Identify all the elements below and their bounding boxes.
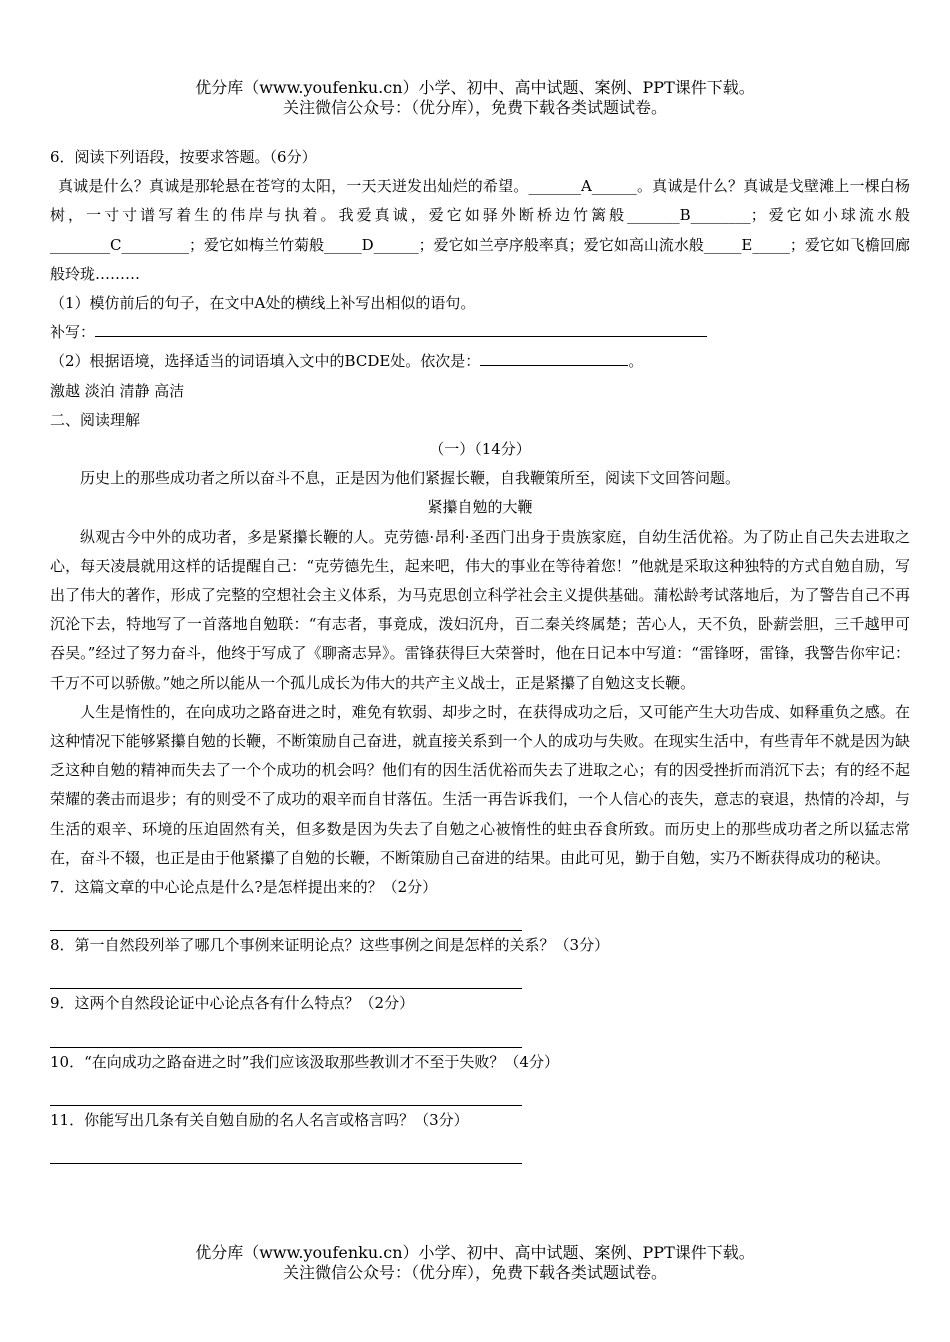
section-intro: 历史上的那些成功者之所以奋斗不息，正是因为他们紧握长鞭，自我鞭策所至，阅读下文回答问题。 [80, 469, 741, 488]
article-paragraph-2: 人生是惰性的，在向成功之路奋进之时，难免有软弱、却步之时，在获得成功之后，又可能产生大功告成、如释重负之感。在这种情况下能够紧攥自勉的长鞭，不断策励自己奋进，就直接关系到一个人的成功与失败。在现实生活中，有些青年不就是因为缺乏这种自勉的精神而失去了一个个成功的机会吗？他们有的因生活优裕而失去了进取之心；有的因受挫折而消沉下去；有的经不起荣耀的袭击而退步；有的则受不了成功的艰辛而自甘落伍。生活一再告诉我们，一个人信心的丧失，意志的衰退，热情的冷却，与生活的艰辛、环境的压迫固然有关，但多数是因为失去了自勉之心被惰性的蛀虫吞食所致。而历史上的那些成功者之所以猛志常在，奋斗不辍，也正是由于他紧攥了自勉的长鞭，不断策励自己奋进的结果。由此可见，勤于自勉，实乃不断获得成功的秘诀。 [50, 702, 910, 867]
sub-2-text: （2）根据语境，选择适当的词语填入文中的BCDE处。依次是： [50, 352, 481, 371]
blank-e: _____E_____ [703, 235, 790, 254]
answer-line-7[interactable] [50, 902, 522, 931]
fill-label: 补写： [50, 323, 96, 342]
header-line-2: 关注微信公众号：（优分库），免费下载各类试题试卷。 [282, 98, 667, 117]
blank-d: _____D______ [324, 235, 419, 254]
question-11: 11．你能写出几条有关自勉自励的名人名言或格言吗？（3分） [50, 1110, 469, 1129]
word-choices: 激越 淡泊 清静 高洁 [50, 381, 185, 400]
page-footer [0, 1243, 950, 1283]
passage-text-a: 真诚是什么？真诚是那轮悬在苍穹的太阳，一天天迸发出灿烂的希望。 [58, 177, 529, 196]
question-10: 10．“在向成功之路奋进之时”我们应该汲取那些教训才不至于失败？（4分） [50, 1052, 559, 1071]
document-body [50, 143, 910, 1164]
sub-2-answer-line[interactable] [480, 348, 628, 366]
question-6-title: 6．阅读下列语段，按要求答题。（6分） [50, 148, 317, 166]
footer-line-2: 关注微信公众号：（优分库），免费下载各类试题试卷。 [282, 1263, 667, 1282]
sub-2-end: 。 [628, 352, 644, 371]
section-2-title: 二、阅读理解 [50, 410, 141, 429]
blank-b: _______B________ [627, 206, 751, 225]
answer-line-8[interactable] [50, 960, 522, 989]
answer-line-11[interactable] [50, 1135, 522, 1164]
blank-c: ________C_________ [50, 235, 189, 254]
question-6-passage [50, 172, 910, 289]
passage-text-f: ；爱它如飞檐回廊般玲珑……… [50, 235, 910, 283]
footer-line-1: 优分库（www.youfenku.cn）小学、初中、高中试题、案例、PPT课件下载。 [195, 1243, 755, 1262]
question-6-sub-2 [50, 347, 910, 376]
passage-text-e: ；爱它如兰亭序般率真；爱它如高山流水般 [418, 235, 704, 254]
question-6-sub-1: （1）模仿前后的句子，在文中A处的横线上补写出相似的语句。 [50, 294, 476, 313]
passage-text-d: ；爱它如梅兰竹菊般 [188, 235, 325, 254]
passage-text-c: ；爱它如小球流水般 [750, 206, 910, 225]
answer-line-10[interactable] [50, 1077, 522, 1106]
passage-text-b: 。真诚是什么？真诚是戈壁滩上一棵白杨树，一寸寸谱写着生的伟岸与执着。我爱真诚，爱它如驿外断桥边竹篱般 [50, 177, 910, 225]
question-7: 7．这篇文章的中心论点是什么?是怎样提出来的？（2分） [50, 878, 438, 897]
header-line-1: 优分库（www.youfenku.cn）小学、初中、高中试题、案例、PPT课件下载。 [195, 78, 755, 97]
part-title: （一）（14分） [429, 440, 531, 459]
fill-answer-line[interactable] [95, 319, 707, 337]
question-6-fill-row [50, 318, 910, 347]
blank-a: _______A______ [528, 177, 637, 196]
article-paragraph-1: 纵观古今中外的成功者，多是紧攥长鞭的人。克劳德·昂利·圣西门出身于贵族家庭，自幼生活优裕。为了防止自己失去进取之心，每天凌晨就用这样的话提醒自己：“克劳德先生，起来吧，伟大的事业在等待着您！”他就是采取这种独特的方式自勉自励，写出了伟大的著作，形成了完整的空想社会主义体系，为马克思创立科学社会主义提供基础。蒲松龄考试落地后，为了警告自己不再沉沦下去，特地写了一首落地自勉联：“有志者，事竟成，泼妇沉舟，百二秦关终属楚；苦心人，天不负，卧薪尝胆，三千越甲可吞吴。”经过了努力奋斗，他终于写成了《聊斋志异》。雷锋获得巨大荣誉时，他在日记本中写道：“雷锋呀，雷锋，我警告你牢记：千万不可以骄傲。”她之所以能从一个孤儿成长为伟大的共产主义战士，正是紧攥了自勉这支长鞭。 [50, 527, 910, 692]
question-8: 8．第一自然段列举了哪几个事例来证明论点？这些事例之间是怎样的关系？（3分） [50, 936, 610, 955]
article-title: 紧攥自勉的大鞭 [427, 498, 533, 517]
question-9: 9．这两个自然段论证中心论点各有什么特点？（2分） [50, 994, 415, 1013]
page-header [0, 78, 950, 118]
answer-line-9[interactable] [50, 1019, 522, 1048]
